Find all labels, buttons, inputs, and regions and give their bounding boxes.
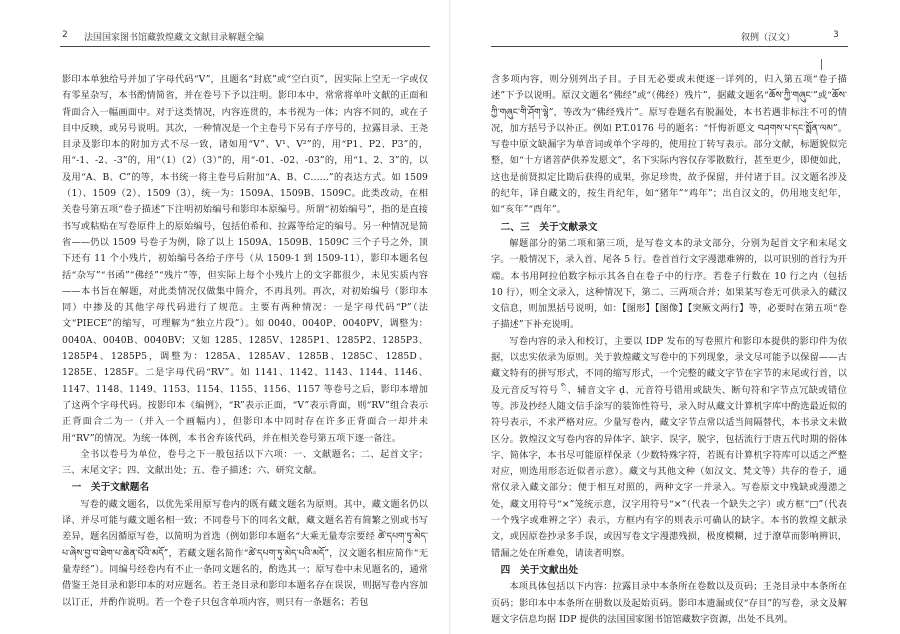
running-title: 叙例（汉文） bbox=[741, 33, 796, 43]
left-body-text bbox=[62, 72, 428, 611]
paragraph: 解题部分的第二项和第三项，是写卷文本的录文部分，分别为起首文字和末尾文字。一般情况下，录入首、尾各 5 行。卷首首行文字漫漶难辨的，以可识别的首行为开端。本书用阿拉伯数字标示其各自在卷子中的行序。若卷子行数在 10 行之内（包括 10 行），则全文录入，这种情况下，第二、三两项合并；如果某写卷无可供录入的藏汉文信息，则加黑括号说明，如：【图形】【图像】【突厥文两行】等，必要时在第五项“卷子描述”下补充说明。 bbox=[491, 237, 847, 331]
page-number: 2 bbox=[62, 30, 68, 40]
paragraph: 写卷的藏文题名，以优先采用原写卷内的既有藏文题名为原则。其中，藏文题名仍以译、并尽可能与藏文题名相一致；不同卷号下的同名文献，藏文题名若有简繁之别或书写差异，题名因循原写卷，以简明为首选（例如影印本题名“大乘无量寿宗要经 ཚེ་དཔག་ཏུ་མེད་པ་ཞེས་བྱ་བ་ཐེག་པ་ཆེན་པོའི་མདོ”，若藏文题名简作“ཚེ་དཔག་ཏུ་མེད་པའི་མདོ”，汉文题名相应简作“无量寿经”）。同编号经卷内有不止一条同文题名的，酌选其一；原写卷中未见题名的，通常借鉴王尧目录和影印本的对应题名。若王尧目录和影印本题名存在误误，则据写卷内容加以订正，并酌作说明。若一个卷子只包含单项内容，则只有一条题名；若包 bbox=[62, 498, 428, 608]
section-heading: 二、三 关于文献录文 bbox=[500, 221, 598, 233]
paragraph: 本项具体包括以下内容：拉露目录中本条所在卷数以及页码；王尧目录中本条所在页码；影印本中本条所在册数以及起始页码。影印本遗漏或仅“存目”的写卷，录文及解题文字信息均据 IDP 提供的法国国家图书馆馆藏数字资源，出处不具列。 bbox=[491, 581, 847, 625]
paragraph: 写卷内容的录入和校订，主要以 IDP 发布的写卷照片和影印本提供的影印件为依据，以忠实依录为原则。关于敦煌藏文写卷中的下列现象，录文尽可能予以保留——古藏文特有的拼写形式，不同的缩写形式，一个完整的藏文字节在字节的末尾或行首，以及元音反写符号 ི、辅音文字 ḍ、元音符号错用或缺失、断句符和字节点冗缺或错位等。涉及抄经人随文信手涂写的装饰性符号，录入时从藏文计算机字库中酌选最近似的符号表示，不求严格对应。少量写卷内，藏文字节点常以适当间隔替代，本书录文未做区分。敦煌汉文写卷内容的异体字、缺字、误字，脱字，包括流行于唐五代时期的俗体字、简体字，本书尽可能原样保录（少数特殊字符，若既有计算机字符库可以适之严整对应，则选用形态近似者示意）。藏文与其他文种（如汉文、梵文等）共存的卷子，通常仅录入藏文部分；便于相互对照的，两种文字一并录入。写卷原文中残缺或漫漶之处，藏文用符号“×”笼统示意，汉字用符号“×”（代表一个缺失之字）或方框“□”（代表一个残字或难辨之字）表示，方框内有字的则表示可确认的缺字。本书的敦煌文献录文，或因原卷抄录多手误，或因写卷文字漫漶残损，极度模糊，过于潦草而影响辨识，错漏之处在所难免，请读者明察。 bbox=[491, 335, 847, 559]
section-heading: 四 关于文献出处 bbox=[500, 564, 579, 576]
right-page bbox=[451, 0, 900, 634]
header-separator bbox=[821, 59, 822, 70]
section-heading: 一 关于文献题名 bbox=[71, 482, 150, 494]
left-page bbox=[0, 0, 449, 634]
running-title: 法国国家图书馆藏敦煌藏文文献目录解题全编 bbox=[84, 33, 265, 43]
paragraph: 全书以卷号为单位，卷号之下一般包括以下六项：一、文献题名；二、起首文字；三、末尾文字；四、文献出处；五、卷子描述；六、研究文献。 bbox=[62, 448, 428, 477]
header-rule bbox=[491, 46, 848, 47]
paragraph: 影印本单独给号并加了字母代码“V”，且题名“封底”或“空白页”，因实际上空无一字或仅有零星杂写，本书酌情简省，并在卷号下予以注明。影印本中，常常将单叶文献的正面和背面合入一幅画面中。对于这类情况，内容连贯的，本书视为一体；内容不同的，或在子目中反映，或另号说明。其次，一种情况是一个主卷号下另有子序号的，拉露目录、王尧目录及影印本的附加方式不尽一致，诸如用“V”、V¹、V²”的，用“P1、P2、P3”的，用“-1、-2、-3”的，用“（1）（2）（3）”的，用“-01、-02、-03”的，用“1、2、3”的，以及用“A、B、C”的等，本书统一将主卷号后附加“A、B、C……”的表达方式。如 1509（1）、1509（2）、1509（3），统一为：1509A、1509B、1509C。此类改动，在相关卷号第五项“卷子描述”下注明初始编号和影印本原编号。所谓“初始编号”，指的是直接书写或粘贴在写卷原件上的原始编号，包括伯希和、拉露等给定的编号。另一种情况是简省——仍以 1509 号卷子为例，除了以上 1509A、1509B、1509C 三个子号之外，顶下还有 11 个小残片，初始编号各给子序号（从 1509-1 到 1509-11），影印本题名包括“杂写”“书函”“佛经”“残片”等，但实际上每个小残片上的文字都很少，未见实质内容——本书旨在解题，对此类情况仅做集中简介，不再具列。再次，对初始编号（影印本同）中掺及的其他字母代码进行了规范。主要有两种情况：一是字母代码“P”（法文“PIECE”的缩写，可理解为“独立片段”）。如 0040、0040P、0040PV，调整为：0040A、0040B、0040BV；又如 1285、1285V、1285P1、1285P2、1285P3、1285P4、1285P5，调整为：1285A、1285AV、1285B、1285C、1285D、1285E、1285F。二是字母代码“RV”。如 1141、1142、1143、1144、1146、1147、1148、1149、1153、1154、1155、1156、1157 等卷号之后，影印本增加了这两个字母代码。按影印本《编例》，“R”表示正面，“V”表示背面，则“RV”组合表示正背面合二为一（并入一个画幅内），但影印本中同时存在许多正背面合一却并未用“RV”的情况。为统一体例，本书舍弃该代码，并在相关卷号第五项下逐一备注。 bbox=[62, 74, 428, 444]
page-number: 3 bbox=[833, 30, 839, 40]
header-rule bbox=[60, 46, 430, 47]
paragraph: 含多项内容，则分别列出子目。子目无必要或未便逐一详列的，归入第五项“卷子描述”下予以说明。原汉文题名“佛经”或“（佛经）残片”，据藏文题名“ཆོས་ཀྱི་གཞུང་”或“ཆོས་ཀྱི་གཞུང་གི་ཤོག་ལྷེ”，等改为“佛经残片”。原写卷题名有脱漏处，本书若遇非标注不可的情况，加方括号予以补正。例如 P.T.0176 号的题名：“忏悔祈愿文 བཤགས་པ་དང་སྨོན་ལམ”。写卷中原文缺漏字为单音词或单个字母的，使用拉丁转写表示。部分文献，标题貌似完整，如“十方诸菩萨供养发愿文”，名下实际内容仅存零散数行，甚至更少，即便如此，这也是前贤拟定比勘后获得的成果，弥足珍贵，故予保留，并付诸于目。汉文题名涉及的纪年，译自藏文的，按生肖纪年，如“猪年”“鸡年”；出自汉文的，仍用地支纪年，如“亥年”“酉年”。 bbox=[491, 74, 847, 216]
right-body-text bbox=[491, 72, 847, 628]
